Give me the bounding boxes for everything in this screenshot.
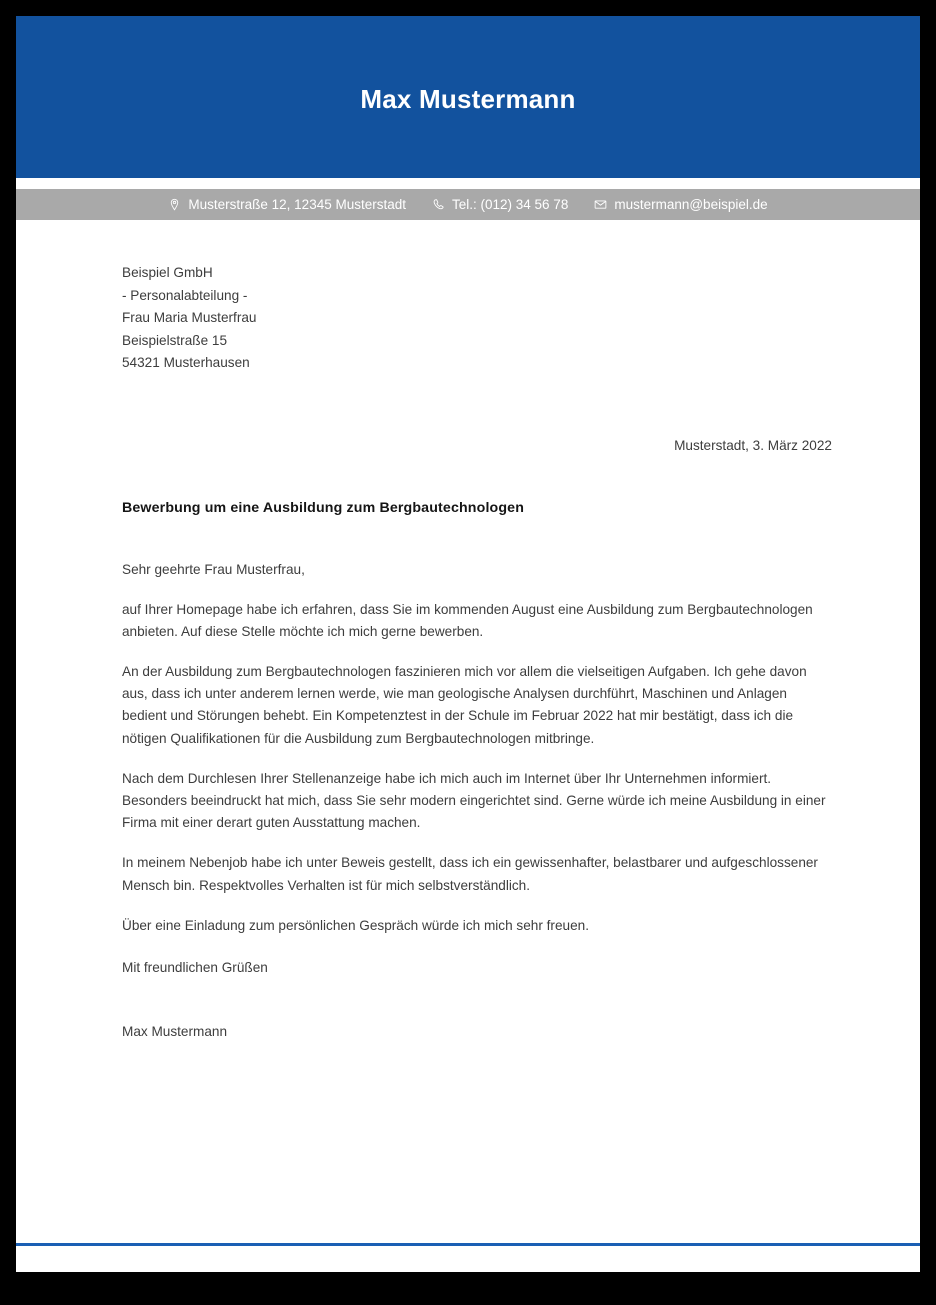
body-paragraph-5: Über eine Einladung zum persönlichen Gespräch würde ich mich sehr freuen. [122, 917, 589, 933]
letterhead-banner [16, 16, 920, 178]
contact-phone [432, 197, 568, 212]
recipient-line-5: 54321 Musterhausen [122, 355, 250, 370]
signature-name: Max Mustermann [122, 1023, 228, 1039]
contact-address [168, 197, 406, 212]
body-paragraph-3: Nach dem Durchlesen Ihrer Stellenanzeige habe ich mich auch im Internet über Ihr Unternehmen informiert. Besonders beeindruckt hat mich, dass Sie sehr modern eingerichtet sind. Gerne würde ich meine Ausbildung in einer Firma mit einer derart guten Ausstattung machen. [122, 770, 826, 831]
body-paragraph-2: An der Ausbildung zum Bergbautechnologen faszinieren mich vor allem die vielseitigen Aufgaben. Ich gehe davon aus, dass ich unter anderem lernen werde, wie man geologische Analysen durchführt, Maschinen und Anlagen bedient und Störungen behebt. Ein Kompetenztest in der Schule im Februar 2022 hat mir bestätigt, dass ich die nötigen Qualifikationen für die Ausbildung zum Bergbautechnologen mitbringe. [122, 663, 807, 746]
recipient-line-3: Frau Maria Musterfrau [122, 310, 257, 325]
body-paragraph-1: auf Ihrer Homepage habe ich erfahren, dass Sie im kommenden August eine Ausbildung zum Bergbautechnologen anbieten. Auf diese Stelle möchte ich mich gerne bewerben. [122, 601, 813, 639]
letter-body [16, 220, 920, 1272]
recipient-address-block [122, 262, 832, 375]
map-pin-icon [168, 198, 181, 211]
recipient-line-4: Beispielstraße 15 [122, 332, 228, 348]
body-paragraph-4: In meinem Nebenjob habe ich unter Beweis gestellt, dass ich ein gewissenhafter, belastbarer und aufgeschlossener Mensch bin. Respektvolles Verhalten ist für mich selbstverständlich. [122, 855, 818, 893]
contact-phone-text: Tel.: (012) 34 56 78 [452, 197, 569, 212]
footer-rule [16, 1243, 920, 1246]
applicant-name-title: Max Mustermann [360, 83, 576, 114]
phone-icon [432, 198, 445, 211]
recipient-line-2: - Personalabteilung - [122, 287, 248, 303]
letter-page [16, 16, 920, 1272]
contact-address-text: Musterstraße 12, 12345 Musterstadt [188, 197, 406, 212]
closing-phrase: Mit freundlichen Grüßen [122, 959, 268, 975]
recipient-line-1: Beispiel GmbH [122, 265, 213, 280]
subject-heading: Bewerbung um eine Ausbildung zum Bergbautechnologen [122, 499, 525, 516]
contact-email [594, 197, 767, 212]
date-line: Musterstadt, 3. März 2022 [674, 437, 832, 453]
salutation: Sehr geehrte Frau Musterfrau, [122, 561, 305, 577]
contact-email-text: mustermann@beispiel.de [614, 197, 768, 212]
contact-bar [16, 189, 920, 220]
envelope-icon [594, 198, 607, 211]
header-divider [16, 178, 920, 189]
